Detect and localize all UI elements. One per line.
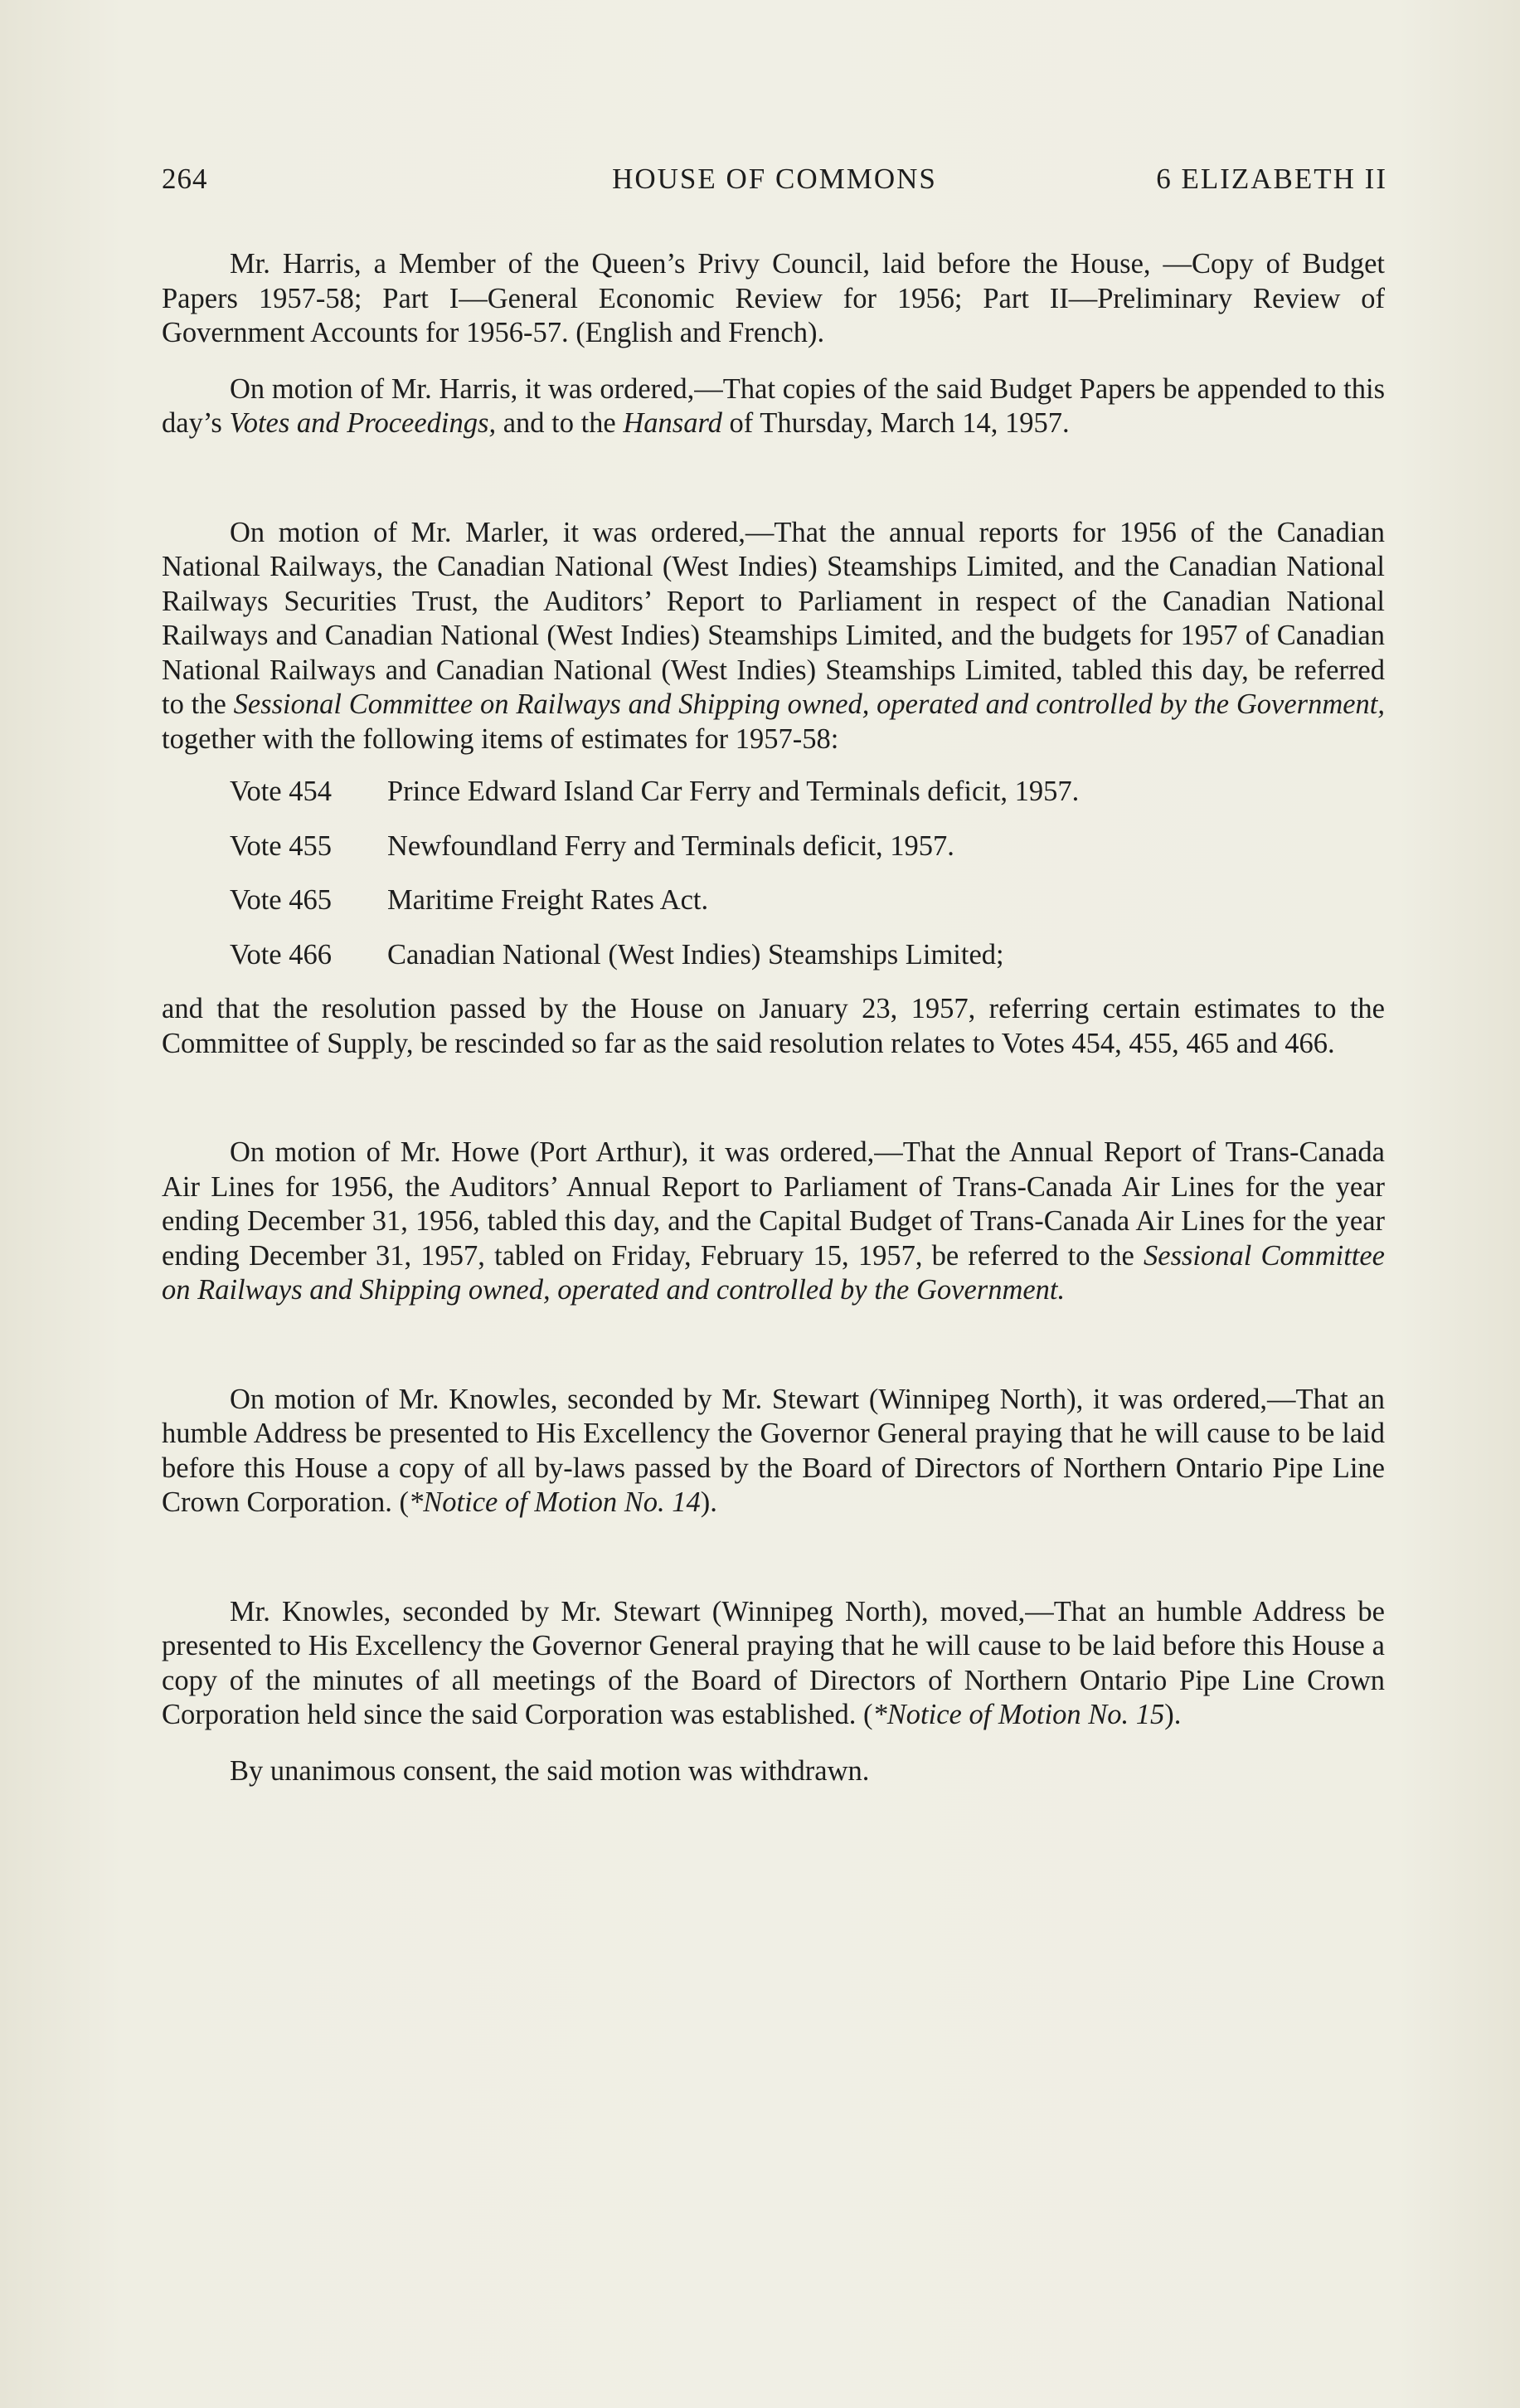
vote-number: Vote 465 (230, 884, 332, 916)
paragraph-motion-withdrawn: By unanimous consent, the said motion was withdrawn. (230, 1754, 870, 1787)
italic-sessional-committee: Sessional Committee on Railways and Shipping owned, operated and controlled by the Government. (162, 1239, 1385, 1306)
paragraph-rescind-resolution: and that the resolution passed by the House on January 23, 1957, referring certain estimates to the Committee of Supply, be rescinded so far as the said resolution relates to Votes 454, 455, 465 and 466. (162, 993, 1385, 1059)
text-run: and to the (496, 407, 624, 439)
text-run: On motion of Mr. Knowles, seconded by Mr. Stewart (Winnipeg North), it was ordered,—That an humble Address be presented to His Excellency the Governor General praying that he will cause to be laid before this House a copy of all by-laws passed by the Board of Directors of Northern Ontario Pipe Line Crown Corporation. ( (162, 1383, 1385, 1518)
text-run: Mr. Knowles, seconded by Mr. Stewart (Winnipeg North), moved,—That an humble Address be presented to His Excellency the Governor General praying that he will cause to be laid before this House a copy of the minutes of all meetings of the Board of Directors of Northern Ontario Pipe Line Crown Corporation held since the said Corporation was established. ( (162, 1595, 1385, 1730)
text-run: On motion of Mr. Marler, it was ordered,—That the annual reports for 1956 of the Canadian National Railways, the Canadian National (West Indies) Steamships Limited, and the Canadian National Railways Securities Trust, the Auditors’ Report to Parliament in respect of the Canadian National Railways and Canadian National (West Indies) Steamships Limited, and the budgets for 1957 of Canadian National Railways and Canadian National (West Indies) Steamships Limited, tabled this day, be referred to the (162, 516, 1385, 720)
vote-item (162, 883, 1385, 918)
italic-votes-proceedings: Votes and Proceedings, (229, 407, 497, 439)
vote-number: Vote 454 (230, 776, 332, 807)
vote-text: Newfoundland Ferry and Terminals deficit, 1957. (387, 829, 954, 862)
italic-notice-of-motion: *Notice of Motion No. 14 (409, 1486, 701, 1518)
italic-sessional-committee: Sessional Committee on Railways and Shipping owned, operated and controlled by the Government, (233, 688, 1386, 720)
text-run: ). (700, 1486, 717, 1518)
vote-text: Canadian National (West Indies) Steamships Limited; (387, 938, 1004, 970)
vote-number: Vote 466 (230, 938, 332, 970)
italic-hansard: Hansard (623, 407, 722, 439)
paragraph-harris-motion (162, 372, 1385, 441)
paragraph-howe-motion (162, 1136, 1385, 1308)
text-run: of Thursday, March 14, 1957. (721, 407, 1070, 439)
text-run: On motion of Mr. Howe (Port Arthur), it was ordered,—That the Annual Report of Trans-Canada Air Lines for 1956, the Auditors’ Annual Report to Parliament of Trans-Canada Air Lines for the year ending December 31, 1956, tabled this day, and the Capital Budget of Trans-Canada Air Lines for the year ending December 31, 1957, tabled on Friday, February 15, 1957, be referred to the (162, 1136, 1385, 1272)
paragraph-marler-motion (162, 516, 1385, 757)
paragraph-budget-papers: Mr. Harris, a Member of the Queen’s Privy Council, laid before the House, —Copy of Budget Papers 1957-58; Part I—General Economic Review for 1956; Part II—Preliminary Review of Government Accounts for 1956-57. (English and French). (162, 248, 1385, 348)
regnal-year: 6 ELIZABETH II (1156, 163, 1387, 195)
page-body (162, 247, 1385, 1788)
italic-notice-of-motion: *Notice of Motion No. 15 (872, 1699, 1165, 1730)
vote-text: Prince Edward Island Car Ferry and Terminals deficit, 1957. (387, 776, 1080, 807)
page-number: 264 (162, 163, 208, 195)
paragraph-knowles-motion-14 (162, 1383, 1385, 1520)
vote-text: Maritime Freight Rates Act. (387, 884, 709, 916)
paragraph-knowles-motion-15 (162, 1595, 1385, 1733)
vote-number: Vote 455 (230, 829, 332, 862)
vote-item (162, 938, 1385, 973)
text-run: On motion of Mr. Harris, it was ordered,—That copies of the said Budget Papers be appended to this day’s (162, 372, 1385, 439)
text-run: together with the following items of estimates for 1957-58: (162, 722, 839, 755)
text-run: ). (1164, 1699, 1182, 1730)
vote-item (162, 775, 1385, 810)
running-title: HOUSE OF COMMONS (612, 163, 937, 195)
vote-item (162, 829, 1385, 864)
page-header (162, 163, 1387, 196)
